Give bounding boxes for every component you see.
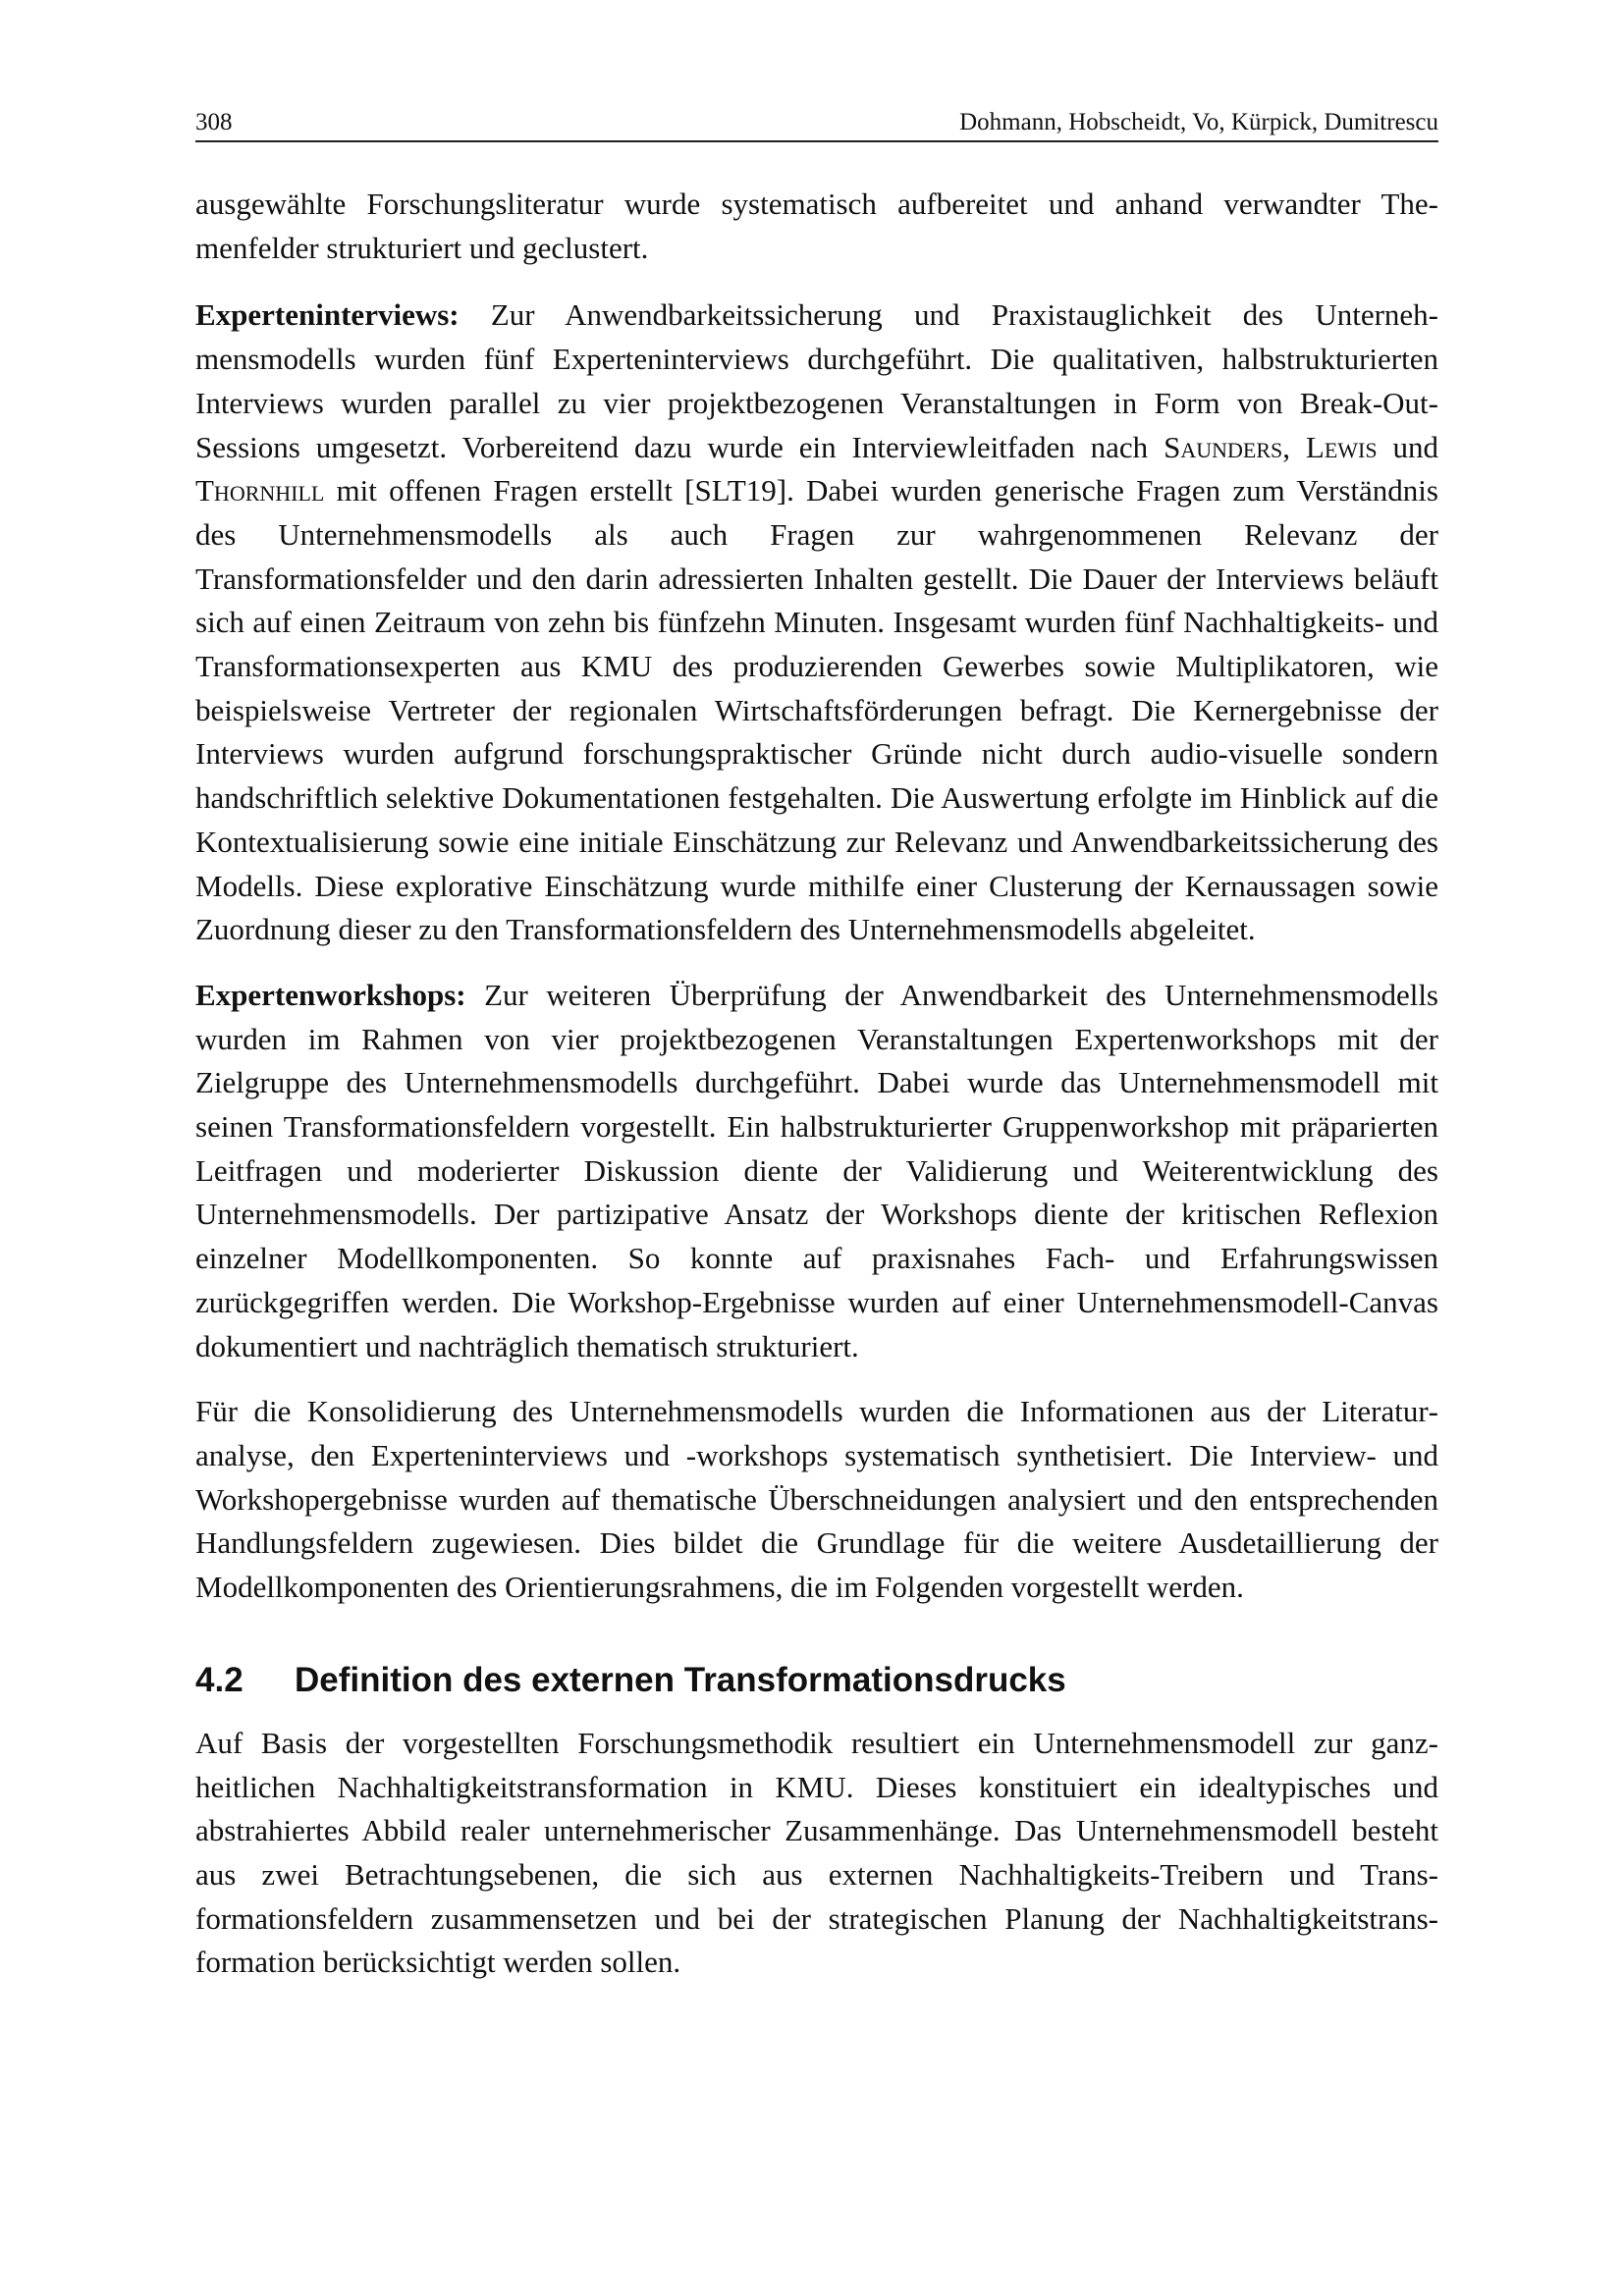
paragraph-consolidation: Für die Konsolidierung des Unternehmensmodells wurden die Informationen aus der Literaturanalyse, den Experteninterviews und -workshops systematisch synthetisiert. Die Interview- und Workshopergebnisse wurden auf thematische Überschneidungen analysiert und den entsprechenden Handlungsfeldern zugewiesen. Dies bildet die Grundlage für die weitere Ausdetaillierung der Modellkomponenten des Orientierungsrahmens, die im Folgenden vorgestellt werden. bbox=[195, 1394, 1438, 1605]
paragraph-expert-workshops bbox=[195, 974, 1438, 1368]
page-number: 308 bbox=[195, 109, 233, 135]
name-separator-1: , bbox=[1282, 429, 1306, 464]
section-title: Definition des externen Transformationsdrucks bbox=[295, 1660, 1066, 1699]
paragraph-literature: ausgewählte Forschungsliteratur wurde systematisch aufbereitet und anhand verwandter Themenfelder strukturiert und geclustert. bbox=[195, 187, 1438, 265]
author-name-thornhill: Thornhill bbox=[195, 473, 325, 508]
lead-experteninterviews: Experteninterviews: bbox=[195, 297, 460, 333]
running-header bbox=[195, 110, 1438, 142]
lead-expertenworkshops: Expertenworkshops: bbox=[195, 977, 466, 1012]
document-page bbox=[195, 110, 1438, 2006]
interviews-text-b: mit offenen Fragen erstellt [SLT19]. Dabei wurden generische Fragen zum Verständnis des Unternehmensmodells als auch Fragen zur wahrgenommenen Relevanz der Transformationsfelder und den darin adressierten Inhalten gestellt. Die Dauer der Interviews beläuft sich auf einen Zeitraum von zehn bis fünfzehn Minuten. Insgesamt wurden fünf Nachhaltigkeits- und Transformationsexperten aus KMU des produzierenden Gewerbes sowie Multiplikatoren, wie beispielsweise Vertreter der regionalen Wirtschaftsförderungen befragt. Die Kernergebnisse der Interviews wurden aufgrund forschungspraktischer Gründe nicht durch audio-visuelle sondern handschriftlich selektive Dokumentationen festgehalten. Die Auswertung erfolgte im Hinblick auf die Kontextualisierung sowie eine initiale Einschätzung zur Relevanz und Anwendbarkeitssicherung des Modells. Diese explorative Einschätzung wurde mithilfe einer Clusterung der Kernaussagen sowie Zuordnung dieser zu den Transformationsfeldern des Unternehmensmodells abgeleitet. bbox=[195, 473, 1438, 947]
paragraph-expert-interviews bbox=[195, 294, 1438, 952]
author-list: Dohmann, Hobscheidt, Vo, Kürpick, Dumitrescu bbox=[959, 109, 1438, 135]
section-number: 4.2 bbox=[195, 1660, 244, 1699]
section-heading bbox=[195, 1659, 1438, 1702]
interviews-text-a: Zur Anwendbarkeitssicherung und Praxistauglichkeit des Unternehmensmodells wurden fünf Experteninterviews durchgeführt. Die qualitativen, halbstrukturierten Interviews wurden parallel zu vier projektbezogenen Veranstaltungen in Form von Break-Out-Sessions umgesetzt. Vorbereitend dazu wurde ein Interviewleitfaden nach bbox=[195, 297, 1438, 464]
paragraph-section-body: Auf Basis der vorgestellten Forschungsmethodik resultiert ein Unternehmensmodell zur ganzheitlichen Nachhaltigkeitstransformation in KMU. Dieses konstituiert ein idealtypisches und abstrahiertes Abbild realer unternehmerischer Zusammenhänge. Das Unternehmensmodell besteht aus zwei Betrachtungsebenen, die sich aus externen Nachhaltigkeits-Treibern und Transformationsfeldern zusammensetzen und bei der strategischen Planung der Nachhaltigkeitstransformation berücksichtigt werden sollen. bbox=[195, 1725, 1438, 1980]
workshops-text: Zur weiteren Überprüfung der Anwendbarkeit des Unternehmensmodells wurden im Rahmen von vier projektbezogenen Veranstaltungen Expertenworkshops mit der Zielgruppe des Unternehmensmodells durchgeführt. Dabei wurde das Unternehmensmodell mit seinen Transformationsfeldern vorgestellt. Ein halbstrukturierter Gruppenworkshop mit präparierten Leitfragen und moderierter Diskussion diente der Validierung und Weiterentwicklung des Unternehmensmodells. Der partizipative Ansatz der Workshops diente der kritischen Reflexion einzelner Modellkomponenten. So konnte auf praxisnahes Fach- und Erfahrungswissen zurückgegriffen werden. Die Workshop-Ergebnisse wurden auf einer Unternehmensmodell-Canvas dokumentiert und nachträglich thematisch strukturiert. bbox=[195, 977, 1438, 1363]
author-name-saunders: Saunders bbox=[1164, 429, 1283, 464]
name-separator-2: und bbox=[1377, 429, 1439, 464]
author-name-lewis: Lewis bbox=[1305, 429, 1378, 464]
